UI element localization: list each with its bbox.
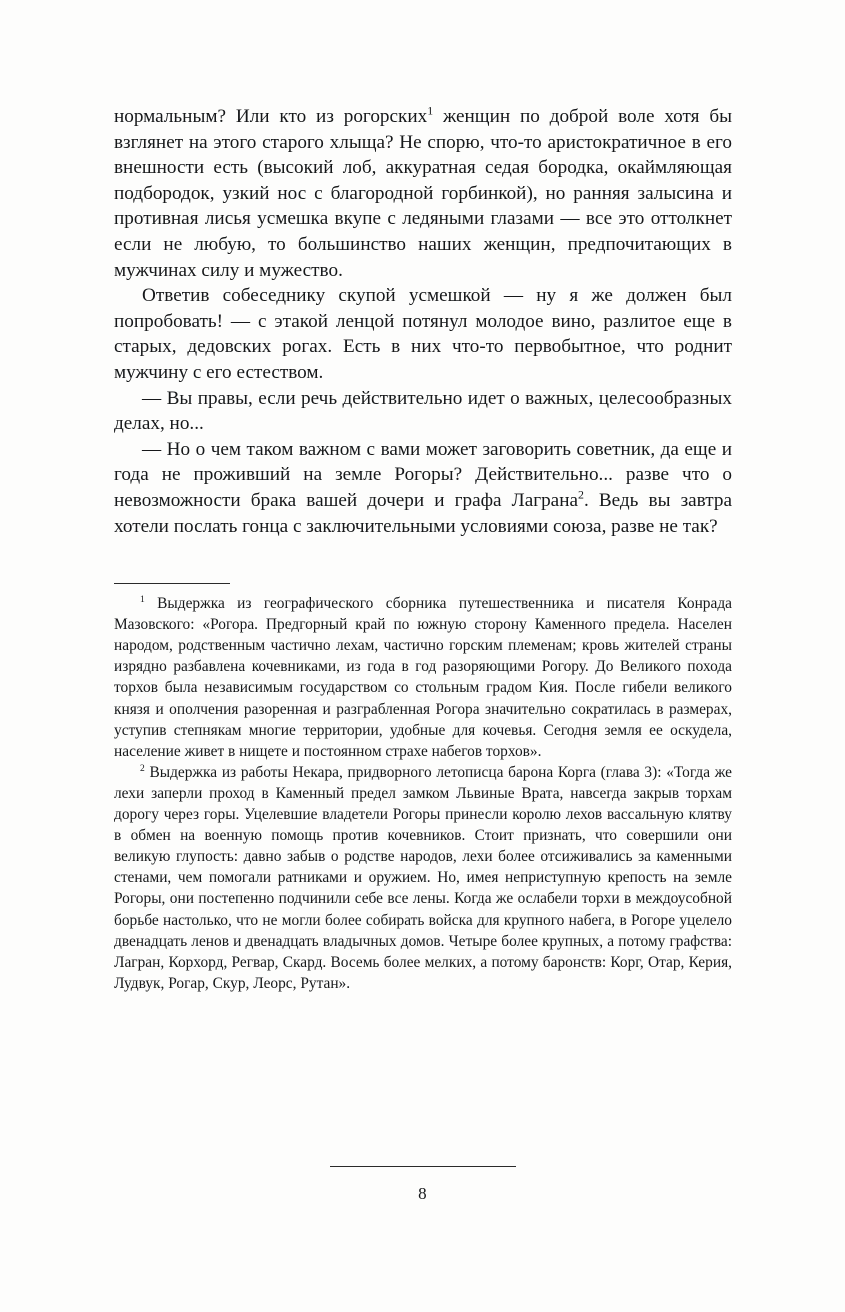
- paragraph-1-run-2: женщин по доброй воле хотя бы взглянет на этого старого хлыща? Не спорю, что-то аристократичное в его внешности есть (высокий лоб, аккуратная седая бородка, окаймляющая подбородок, узкий нос с благородной горбинкой), но ранняя залысина и противная лисья усмешка вкупе с ледяными глазами — все это оттолкнет если не любую, то большинство наших женщин, предпочитающих в мужчинах силу и мужество.: [114, 106, 732, 281]
- footnote-2: [114, 762, 732, 994]
- paragraph-2-run-1: Ответив собеседнику скупой усмешкой — ну я же должен был попробовать! — с этакой ленцой потянул молодое вино, разлитое еще в старых, дедовских рогах. Есть в них что-то первобытное, что роднит мужчину с его естеством.: [114, 285, 732, 383]
- body-text-block: [114, 104, 732, 539]
- paragraph-4-run-2: . Ведь вы завтра хотели послать гонца с заключительными условиями союза, разве не так?: [114, 489, 732, 537]
- page-footer: [0, 1166, 845, 1204]
- paragraph-1-run-1: нормальным? Или кто из рогорских: [114, 106, 428, 127]
- footnote-2-text: Выдержка из работы Некара, придворного летописца барона Корга (глава 3): «Тогда же лехи заперли проход в Каменный предел замком Львиные Врата, навсегда закрыв торхам дорогу через горы. Уцелевшие владетели Рогоры принесли королю лехов вассальную клятву в обмен на военную помощь против кочевников. Стоит признать, что совершили они великую глупость: давно забыв о родстве народов, лехи более отсиживались за каменными стенами, чем помогали ратниками и оружием. Но, имея неприступную крепость на земле Рогоры, они постепенно подчинили себе все лены. Когда же ослабели торхи в междоусобной борьбе настолько, что не могли более собирать войска для крупного набега, в Рогоре уцелело двенадцать ленов и двенадцать владычных домов. Четыре более крупных, а потому графства: Лагран, Корхорд, Регвар, Скард. Восемь более мелких, а потому баронств: Корг, Отар, Керия, Лудвук, Рогар, Скур, Леорс, Рутан».: [114, 763, 732, 992]
- paragraph-3-run-1: — Вы правы, если речь действительно идет о важных, целесообразных делах, но...: [114, 387, 732, 435]
- footnote-ref-2[interactable]: 2: [577, 487, 584, 502]
- paragraph-4-run-1: — Но о чем таком важном с вами может заговорить советник, да еще и года не проживший на земле Рогоры? Действительно... разве что о невозможности брака вашей дочери и графа Лаграна: [114, 438, 732, 511]
- footnote-1: [114, 593, 732, 762]
- paragraph-3: [114, 386, 732, 437]
- page-number: 8: [418, 1184, 427, 1203]
- paragraph-2: [114, 283, 732, 385]
- footnote-1-marker: 1: [140, 593, 145, 605]
- footnote-separator-rule: [114, 583, 230, 584]
- paragraph-4: [114, 437, 732, 539]
- page-content: [114, 104, 732, 994]
- page-number-rule: [330, 1166, 516, 1167]
- footnote-1-text: Выдержка из географического сборника путешественника и писателя Конрада Мазовского: «Рогора. Предгорный край по южную сторону Каменного предела. Населен народом, родственным частично лехам, частично горским племенам; кровь жителей страны изрядно разбавлена кочевниками, из года в год разоряющими Рогору. До Великого похода торхов была независимым государством со стольным градом Кия. После гибели великого князя и ополчения разоренная и разграбленная Рогора значительно сократилась в размерах, уступив степнякам многие территории, удобные для кочевья. Сегодня земля ее оскудела, население живет в нищете и постоянном страхе набегов торхов».: [114, 595, 732, 760]
- footnotes-block: [114, 593, 732, 994]
- footnote-2-marker: 2: [140, 762, 145, 774]
- paragraph-1: [114, 104, 732, 283]
- footnote-ref-1[interactable]: 1: [427, 103, 434, 118]
